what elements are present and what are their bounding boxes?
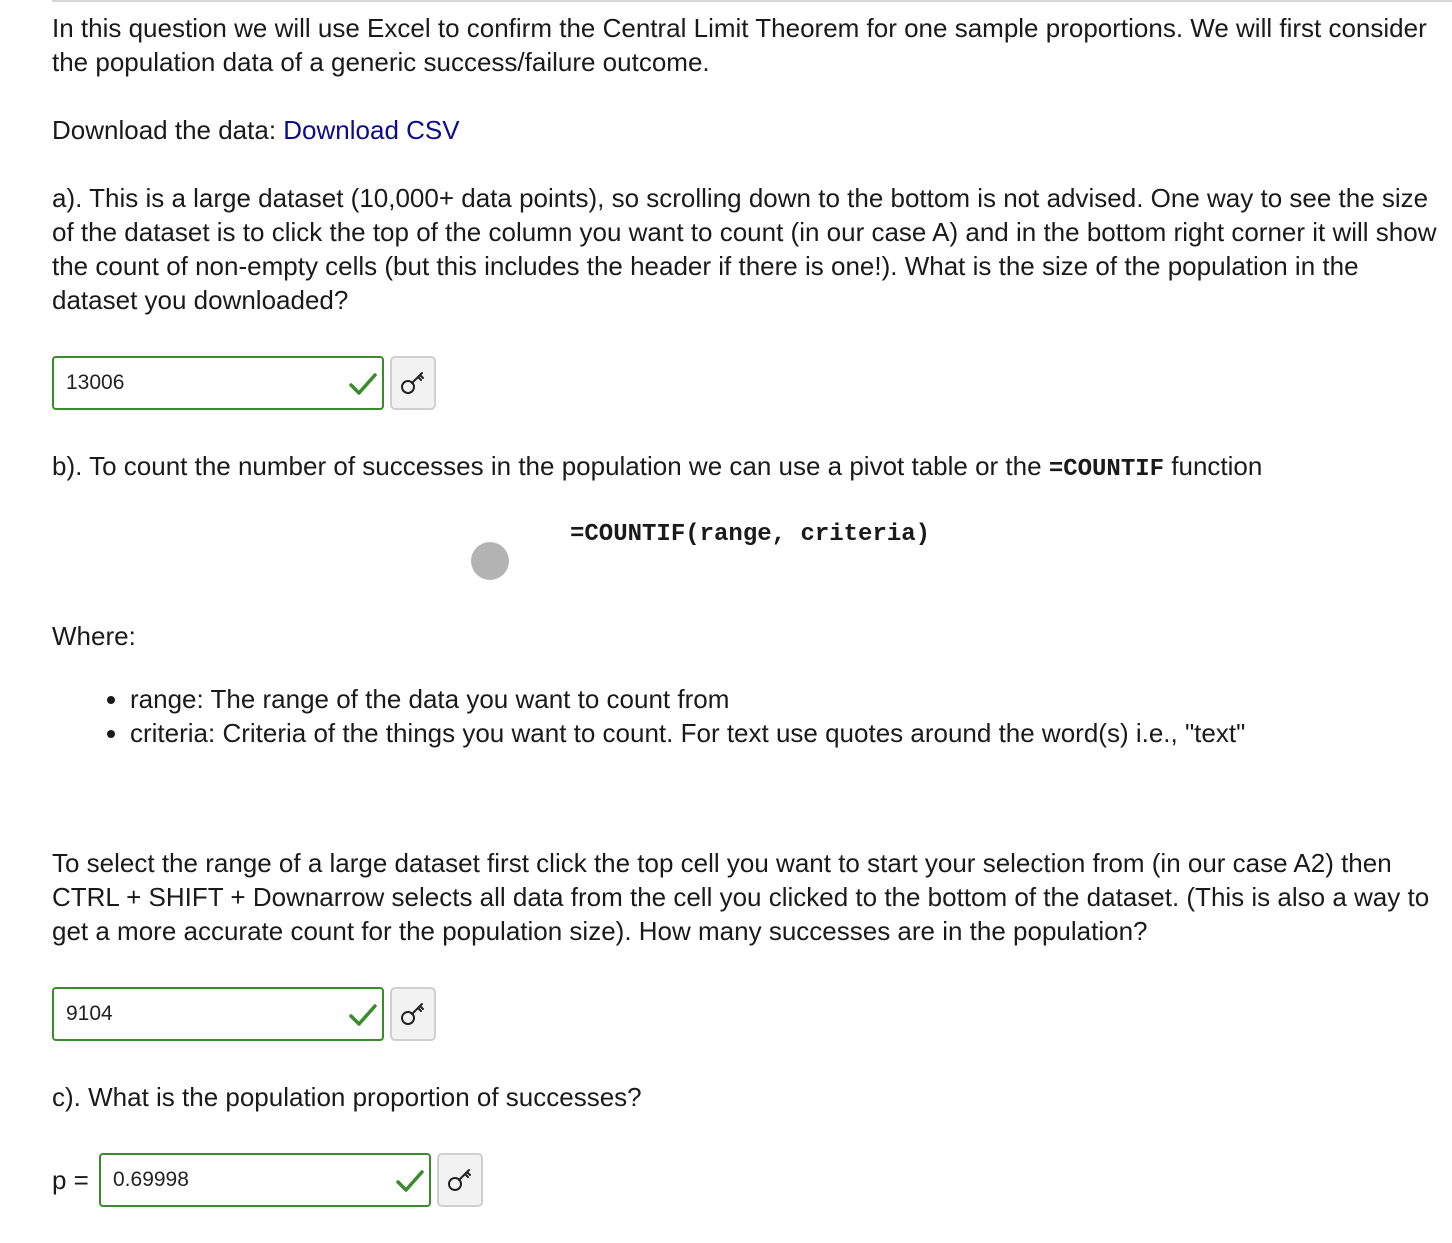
cursor-dot [471,542,509,580]
top-divider [52,0,1452,2]
check-icon [395,1168,425,1194]
p-label: p = [52,1165,89,1195]
select-range-text: To select the range of a large dataset first click the top cell you want to start your selection from (in our case A2) then CTRL + SHIFT + Downarrow selects all data from the cell you clicked to the bottom of the dataset. (This is also a way to get a more accurate count for the population size). How many successes are in the population? [52,848,1430,946]
list-item: • criteria: Criteria of the things you want to count. For text use quotes around the word(s) i.e., "text" [130,716,1450,750]
question-c: c). What is the population proportion of successes? [52,1082,642,1112]
answer-c-input[interactable] [113,1165,383,1195]
key-icon [400,369,428,397]
answer-a-input[interactable] [66,368,336,398]
question-a: a). This is a large dataset (10,000+ data points), so scrolling down to the bottom is not advised. One way to see the size of the dataset is to click the top of the column you want to count (in our case A) and in the bottom right corner it will show the count of non-empty cells (but this includes the header if there is one!). What is the size of the population in the dataset you downloaded? [52,183,1437,315]
download-csv-link[interactable]: Download CSV [283,115,460,145]
question-b-pre: b). To count the number of successes in the population we can use a pivot table or the [52,451,1049,481]
criteria-list [90,682,1450,750]
key-icon [447,1166,475,1194]
show-answer-b-button[interactable] [390,987,436,1041]
question-b-post: function [1164,451,1263,481]
answer-c-field [99,1153,431,1207]
list-item: • range: The range of the data you want to count from [130,682,1450,716]
countif-formula: =COUNTIF(range, criteria) [570,521,931,548]
countif-code: =COUNTIF [1048,456,1165,483]
question-b [52,449,1442,487]
answer-b-field [52,987,384,1041]
show-answer-a-button[interactable] [390,356,436,410]
download-prefix: Download the data: [52,115,284,145]
key-icon [400,1000,428,1028]
intro-text: In this question we will use Excel to confirm the Central Limit Theorem for one sample proportions. We will first consider the population data of a generic success/failure outcome. [52,13,1427,77]
show-answer-c-button[interactable] [437,1153,483,1207]
where-label: Where: [52,621,136,651]
check-icon [348,1002,378,1028]
answer-a-field [52,356,384,410]
check-icon [348,371,378,397]
answer-b-input[interactable] [66,999,336,1029]
download-line [52,113,460,147]
